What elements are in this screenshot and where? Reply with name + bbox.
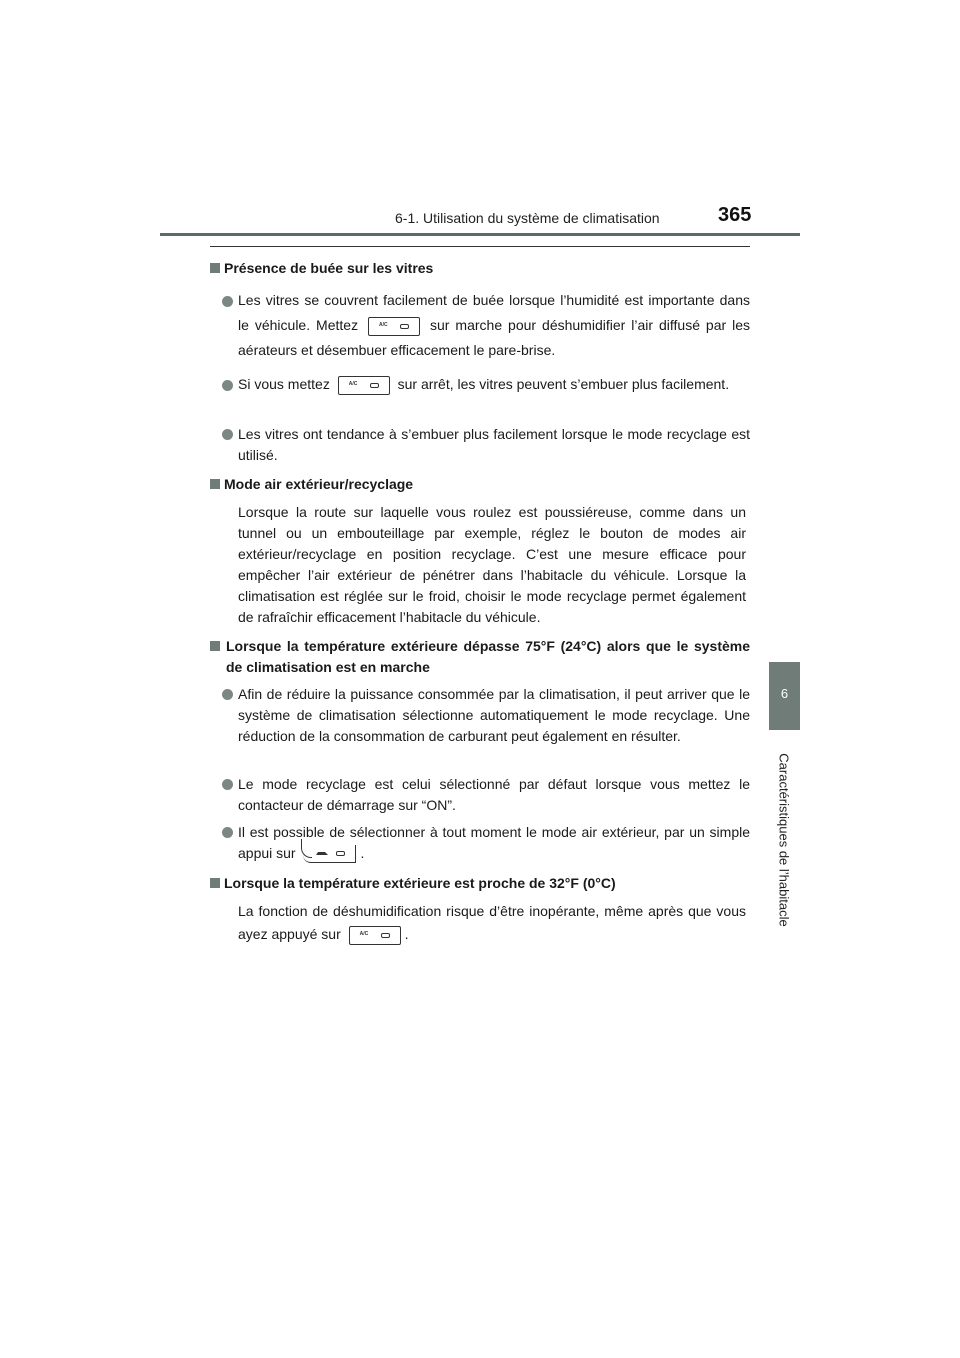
ac-button-icon: A/C: [338, 376, 390, 395]
paragraph: Lorsque la route sur laquelle vous roulez est poussiéreuse, comme dans un tunnel ou un embouteillage par exemple, réglez le bouton de modes air extérieur/recyclage en position recyclage. C’est une mesure efficace pour empêcher l’air extérieur de pénétrer dans l’habitacle du véhicule. Lorsque la climatisation est réglée sur le froid, choisir le mode recyclage permet également de rafraîchir efficacement l’habitacle du véhicule.: [238, 504, 746, 625]
bullet-item: [222, 774, 750, 816]
bullet-text: Le mode recyclage est celui sélectionné par défaut lorsque vous mettez le contacteur de démarrage sur “ON”.: [238, 776, 750, 813]
ac-button-icon: A/C: [349, 926, 401, 945]
outside-air-button-icon: [303, 845, 356, 863]
square-bullet-icon: [210, 263, 220, 273]
circle-bullet-icon: [222, 380, 233, 391]
circle-bullet-icon: [222, 689, 233, 700]
section-header: 6-1. Utilisation du système de climatisation: [395, 210, 660, 226]
section-heading-low-temp: Lorsque la température extérieure est proche de 32°F (0°C): [210, 873, 750, 894]
chapter-number: 6: [780, 686, 789, 701]
ac-button-icon: A/C: [368, 317, 420, 336]
bullet-text: Si vous mettez: [238, 376, 330, 392]
circle-bullet-icon: [222, 779, 233, 790]
indicator-icon: [381, 933, 390, 938]
bullet-item: Il est possible de sélectionner à tout moment le mode air extérieur, par un simple appui sur .: [222, 822, 750, 864]
section-heading-high-temp: Lorsque la température extérieure dépasse 75°F (24°C) alors que le système de climatisation est en marche: [210, 636, 750, 678]
paragraph: La fonction de déshumidification risque d’être inopérante, même après que vous ayez appuyé sur A/C .: [238, 900, 746, 946]
section-heading-fogging: Présence de buée sur les vitres: [210, 258, 750, 279]
bullet-text: Les vitres se couvrent facilement de buée lorsque l’humidité est importante dans le véhicule. Mettez: [238, 292, 750, 333]
car-outside-air-icon: [315, 849, 329, 857]
content-rule: [210, 246, 750, 247]
circle-bullet-icon: [222, 827, 233, 838]
square-bullet-icon: [210, 641, 220, 651]
indicator-icon: [400, 324, 409, 329]
page-number: 365: [718, 204, 752, 226]
bullet-text: sur arrêt, les vitres peuvent s’embuer plus facilement.: [397, 376, 730, 392]
circle-bullet-icon: [222, 296, 233, 307]
indicator-icon: [370, 383, 379, 388]
square-bullet-icon: [210, 878, 220, 888]
chapter-label: Caractéristiques de l’habitacle: [776, 753, 792, 927]
square-bullet-icon: [210, 479, 220, 489]
bullet-item: [222, 424, 750, 466]
section-heading-air-mode: Mode air extérieur/recyclage: [210, 474, 750, 495]
bullet-text: Les vitres ont tendance à s’embuer plus facilement lorsque le mode recyclage est utilisé.: [238, 426, 750, 463]
bullet-text: sur marche pour déshumidifier l’air diffusé par les aérateurs et désembuer efficacement le pare-brise.: [238, 317, 751, 358]
indicator-icon: [336, 851, 345, 856]
bullet-item: [222, 288, 750, 363]
bullet-text: Afin de réduire la puissance consommée par la climatisation, il peut arriver que le système de climatisation sélectionne automatiquement le mode recyclage. Une réduction de la consommation de carburant peut également en résulter.: [238, 686, 750, 744]
header-rule: [160, 233, 800, 236]
bullet-item: [222, 372, 750, 397]
bullet-item: [222, 684, 750, 747]
bullet-text: Il est possible de sélectionner à tout moment le mode air extérieur, par un simple appui sur: [238, 824, 750, 861]
circle-bullet-icon: [222, 429, 233, 440]
